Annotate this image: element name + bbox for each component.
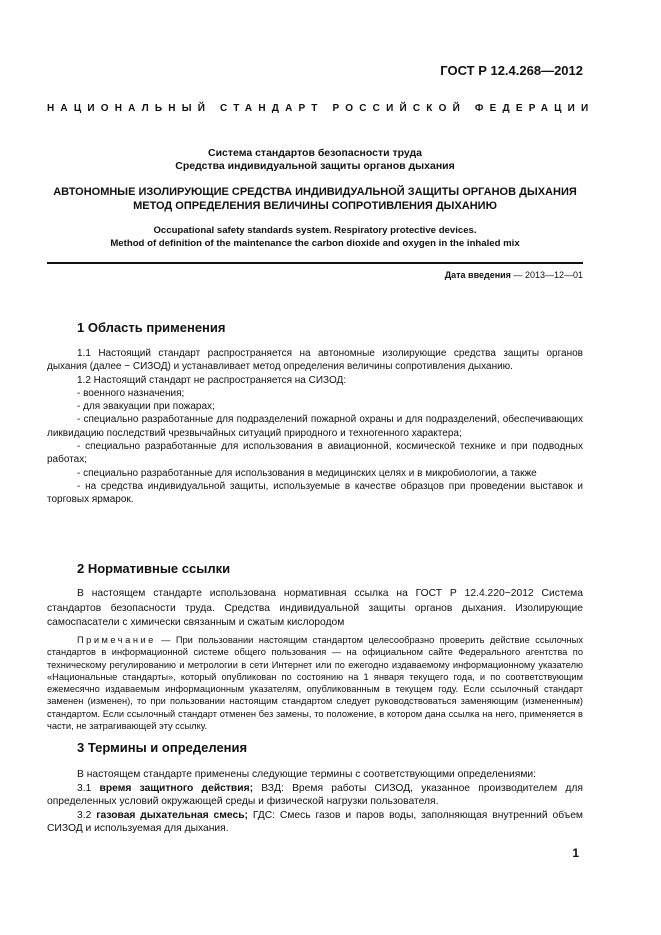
list-item: - для эвакуации при пожарах; — [77, 401, 215, 413]
term-name: время защитного действия; — [99, 782, 254, 794]
system-title-line1: Система стандартов безопасности труда — [207, 147, 423, 159]
english-title-line2: Method of definition of the maintenance the carbon dioxide and oxygen in the inhaled mix — [110, 238, 520, 249]
note-text: — При пользовании настоящим стандартом целесообразно проверить действие ссылочных стандартов в информационной системе общего пользования — на официальном сайте Федерального агентства по техническому регулированию и метрологии в сети Интернет или по ежегодно издаваемому информационному указателю «Национальные стандарты», который опубликован по состоянию на 1 января текущего года, и по соответствующим ежемесячно издаваемым информационным указателям, опубликованным в текущем году. Если ссылочный стандарт заменен (изменен), то при пользовании настоящим стандартом следует руководствоваться заменяющим (измененным) стандартом. Если ссылочный стандарт отменен без замены, то положение, в котором дана ссылка на него, применяется в части, не затрагивающей эту ссылку. — [47, 635, 583, 732]
section-1-heading: 1 Область применения — [77, 320, 226, 335]
introduction-date-label: Дата введения — [444, 270, 511, 280]
section-2-heading: 2 Нормативные ссылки — [77, 561, 231, 576]
list-item: - специально разработанные для подразделений пожарной охраны и для подразделений, обеспечивающих ликвидацию последствий чрезвычайных ситуаций природного и техногенного характера; — [47, 414, 583, 439]
introduction-date-value: — 2013—12—01 — [513, 270, 583, 280]
term-name: газовая дыхательная смесь; — [96, 809, 248, 821]
term-number: 3.1 — [77, 782, 100, 794]
term-3-2 — [47, 809, 583, 836]
section-2-body — [47, 587, 583, 631]
section-3-heading: 3 Термины и определения — [77, 740, 248, 755]
term-definition: ГДС: Смесь газов и паров воды, заполняющая внутренний объем СИЗОД и используемая для дыхания. — [47, 809, 583, 835]
main-title-line2: МЕТОД ОПРЕДЕЛЕНИЯ ВЕЛИЧИНЫ СОПРОТИВЛЕНИЯ ДЫХАНИЮ — [133, 200, 497, 212]
note-label: Примечание — [77, 635, 156, 645]
list-item: - военного назначения; — [77, 387, 185, 399]
introduction-date — [445, 270, 583, 280]
term-number: 3.2 — [77, 809, 97, 821]
paragraph-2-1: В настоящем стандарте использована нормативная ссылка на ГОСТ Р 12.4.220−2012 Система стандартов безопасности труда. Средства индивидуальной защиты органов дыхания. Изолирующие самоспасатели с химически связанным и сжатым кислородом — [47, 588, 583, 628]
paragraph-1-2: 1.2 Настоящий стандарт не распространяется на СИЗОД: — [77, 374, 347, 386]
list-item: - специально разработанные для использования в медицинских целях и в микробиологии, а также — [77, 467, 537, 479]
main-title-line1: АВТОНОМНЫЕ ИЗОЛИРУЮЩИЕ СРЕДСТВА ИНДИВИДУАЛЬНОЙ ЗАЩИТЫ ОРГАНОВ ДЫХАНИЯ — [53, 186, 577, 198]
section-1-body — [47, 347, 583, 507]
term-3-1 — [47, 782, 583, 809]
national-standard-banner: НАЦИОНАЛЬНЫЙ СТАНДАРТ РОССИЙСКОЙ ФЕДЕРАЦИИ — [47, 103, 595, 114]
paragraph-1-1: 1.1 Настоящий стандарт распространяется на автономные изолирующие средства защиты органов дыхания (далее − СИЗОД) и устанавливает метод определения величины сопротивления дыханию. — [47, 348, 583, 373]
list-item: - специально разработанные для использования в авиационной, космической технике и при подводных работах; — [47, 441, 583, 466]
section-2-note — [47, 634, 583, 732]
paragraph-3-intro: В настоящем стандарте применены следующие термины с соответствующими определениями: — [77, 769, 537, 780]
term-definition: ВЗД: Время работы СИЗОД, указанное производителем для определенных условий окружающей среды и физической нагрузки пользователя. — [47, 782, 583, 808]
english-title-line1: Occupational safety standards system. Respiratory protective devices. — [153, 225, 477, 236]
system-title-line2: Средства индивидуальной защиты органов дыхания — [175, 160, 455, 172]
page-number: 1 — [572, 846, 579, 860]
section-3-body — [47, 768, 583, 836]
title-divider — [47, 262, 583, 264]
document-code: ГОСТ Р 12.4.268—2012 — [440, 63, 583, 78]
list-item: - на средства индивидуальной защиты, используемые в качестве образцов при проведении выставок и торговых ярмарок. — [47, 480, 583, 506]
